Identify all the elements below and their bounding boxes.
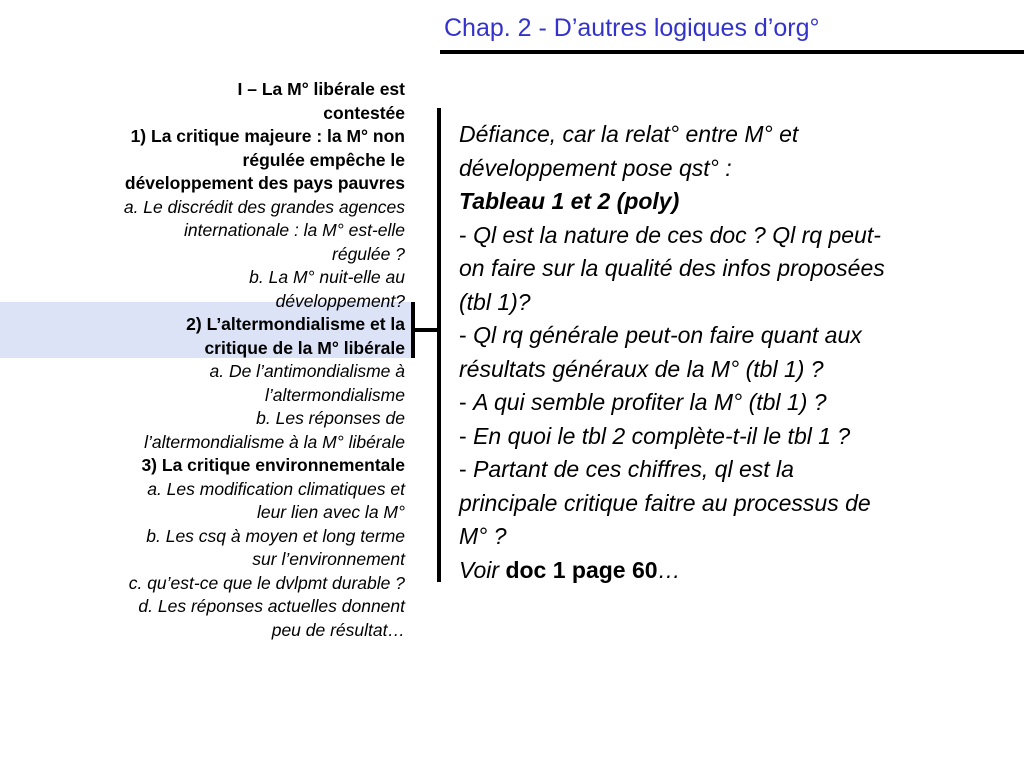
outline-line: leur lien avec la M° bbox=[256, 502, 405, 522]
content-text bbox=[459, 118, 999, 587]
outline-line: 2) L’altermondialisme et la bbox=[186, 314, 405, 334]
outline-line: régulée empêche le bbox=[242, 149, 405, 170]
outline-line: développement des pays pauvres bbox=[124, 173, 405, 193]
outline-line: l’altermondialisme à la M° libérale bbox=[144, 431, 405, 452]
ellipsis: … bbox=[657, 556, 681, 583]
title-underline bbox=[440, 50, 1024, 54]
document-reference: doc 1 page 60 bbox=[505, 556, 658, 583]
question-text: Partant de ces chiffres, ql est la bbox=[473, 456, 794, 482]
question-line bbox=[459, 453, 999, 487]
section-connector bbox=[411, 328, 439, 332]
question-line: M° ? bbox=[459, 523, 507, 549]
bullet-dash: - bbox=[459, 389, 474, 415]
outline-line: 1) La critique majeure : la M° non bbox=[130, 126, 405, 146]
question-line bbox=[459, 420, 999, 454]
outline-line: I – La M° libérale est bbox=[237, 79, 405, 99]
question-text: A qui semble profiter la M° (tbl 1) ? bbox=[473, 389, 827, 415]
outline-line: l’altermondialisme bbox=[264, 384, 405, 405]
table-reference: Tableau 1 et 2 (poly) bbox=[459, 188, 680, 214]
question-line: on faire sur la qualité des infos proposées bbox=[459, 255, 885, 281]
question-text: En quoi le tbl 2 complète-t-il le tbl 1 ? bbox=[473, 422, 851, 449]
outline-line: b. Les réponses de bbox=[256, 408, 405, 428]
see-also-label: Voir bbox=[459, 556, 506, 583]
question-line: (tbl 1)? bbox=[459, 288, 531, 315]
intro-line: développement pose qst° : bbox=[459, 154, 732, 181]
outline-line: a. De l’antimondialisme à bbox=[209, 361, 405, 381]
outline-line: 3) La critique environnementale bbox=[141, 455, 405, 475]
bullet-dash: - bbox=[459, 422, 474, 449]
outline-line-current: b. La M° nuit-elle au bbox=[249, 267, 405, 287]
outline-line: a. Le discrédit des grandes agences bbox=[123, 196, 405, 217]
outline-line-current: développement? bbox=[275, 290, 405, 311]
question-line: principale critique faitre au processus de bbox=[459, 489, 871, 516]
outline-line: peu de résultat… bbox=[271, 619, 405, 640]
bullet-dash: - bbox=[459, 322, 474, 348]
question-line bbox=[459, 219, 999, 253]
outline bbox=[20, 78, 405, 642]
question-line bbox=[459, 386, 999, 420]
outline-line: critique de la M° libérale bbox=[204, 337, 405, 358]
outline-line: internationale : la M° est-elle bbox=[184, 220, 405, 240]
question-line: résultats généraux de la M° (tbl 1) ? bbox=[459, 355, 824, 382]
outline-line: c. qu’est-ce que le dvlpmt durable ? bbox=[128, 572, 405, 593]
column-divider bbox=[437, 108, 441, 582]
intro-line: Défiance, car la relat° entre M° et bbox=[459, 121, 799, 147]
bullet-dash: - bbox=[459, 456, 474, 482]
outline-line: sur l’environnement bbox=[252, 549, 405, 569]
see-also-line bbox=[459, 554, 999, 588]
outline-line: contestée bbox=[323, 102, 405, 123]
outline-line: a. Les modification climatiques et bbox=[147, 478, 405, 499]
slide-title: Chap. 2 - D’autres logiques d’org° bbox=[444, 14, 820, 42]
question-text: Ql est la nature de ces doc ? Ql rq peut- bbox=[473, 221, 881, 248]
question-text: Ql rq générale peut-on faire quant aux bbox=[473, 322, 862, 348]
bullet-dash: - bbox=[459, 221, 474, 248]
question-line bbox=[459, 319, 999, 353]
outline-line: d. Les réponses actuelles donnent bbox=[138, 596, 405, 616]
outline-line: régulée ? bbox=[332, 243, 405, 264]
outline-line: b. Les csq à moyen et long terme bbox=[146, 525, 405, 546]
